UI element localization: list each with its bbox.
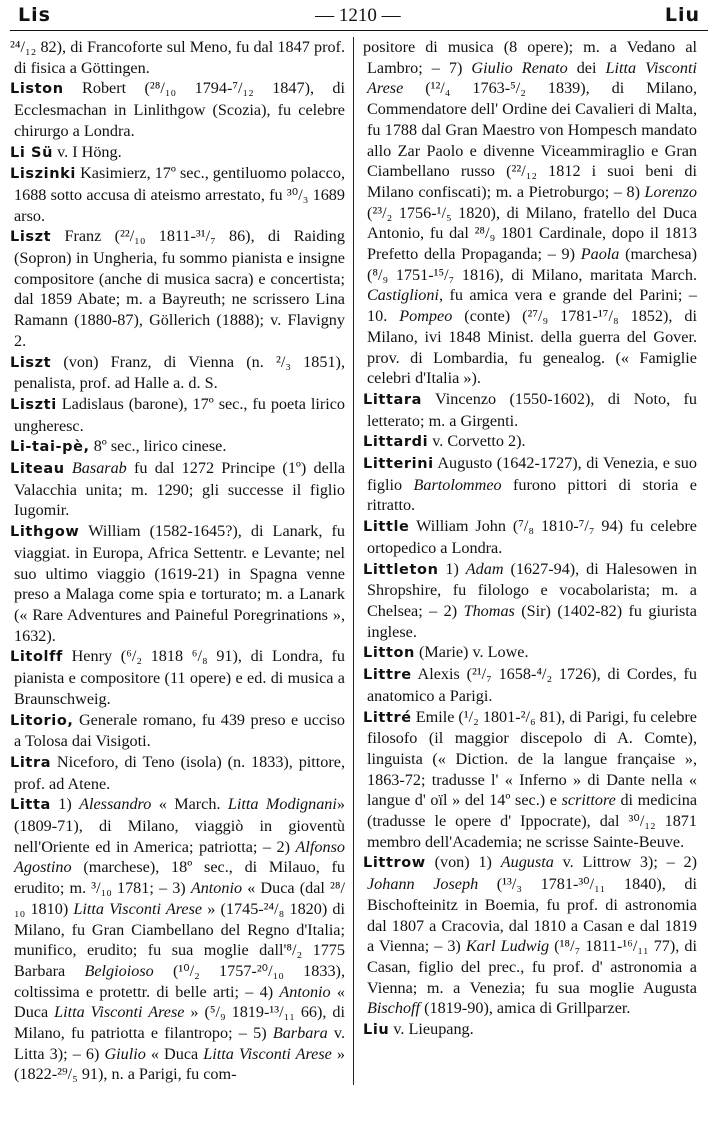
entry-text: Franz (²²/₁₀ 1811-³¹/₇ 86), di Raiding (Sopron) in Ungheria, fu sommo pianista e insigne compositore (anche di musica sacra) e concertista; dal 1859 Abate; m. a Bayreuth; ne scrissero Lina Ramann (1880-87), Göllerich (1888); v. Flavigny 2. (14, 227, 345, 350)
entry-headword: Liszinki (10, 166, 76, 183)
entry-text: (marchesa) (⁸/₉ 1751-¹⁵/₇ 1816), di Milano, maritata March. (367, 245, 697, 284)
dictionary-entry (10, 752, 345, 794)
entry-italic-text: Barbara (272, 1024, 328, 1043)
dictionary-entry (10, 794, 345, 1085)
entry-text: William (1582-1645?), di Lanark, fu viaggiat. in Europa, Africa Settentr. e Levante; nel suo ultimo viaggio (1619-21) in Spagna venne preso a Malaga come spia e torturato; m. a Lanark (« Rare Adventures and Paineful Poregrinations », 1632). (14, 522, 345, 645)
entry-text: v. Litta 3); – 6) (14, 1024, 345, 1063)
entry-headword: Litorio, (10, 712, 74, 729)
entry-italic-text: Thomas (463, 601, 515, 620)
entry-text: (marchese), 18º sec., di Milauo, fu erudito; m. ³/₁₀ 1781; – 3) (14, 858, 345, 898)
dictionary-entry (363, 1019, 697, 1041)
dictionary-entry (363, 431, 697, 453)
dictionary-entry (10, 163, 345, 226)
text-columns (10, 37, 708, 1085)
entry-italic-text: Alessandro (79, 795, 152, 814)
entry-text: Augusto (1642-1727), di Venezia, e suo figlio (367, 454, 697, 494)
dictionary-entry (10, 352, 345, 394)
entry-headword: Littré (363, 709, 412, 726)
entry-italic-text: Karl Ludwig (465, 937, 550, 956)
entry-headword: Litolff (10, 649, 63, 666)
entry-text: (¹³/₃ 1781-³⁰/₁₁ 1840), di Bischofteinitz in Boemia, fu prof. di astronomia dal 1807 a Cracovia, dal 1810 a Casan e dal 1819 a Vienna; – 3) (367, 875, 697, 956)
entry-italic-text: Antonio (190, 879, 243, 898)
entry-italic-text: Bischoff (367, 999, 421, 1018)
entry-headword: Liteau (10, 461, 65, 478)
entry-text: v. Corvetto 2). (428, 432, 526, 451)
entry-headword: Li Sü (10, 144, 54, 161)
dictionary-entry (363, 664, 697, 706)
entry-italic-text: Basarab (71, 459, 127, 478)
dictionary-entry (10, 78, 345, 141)
entry-text: dei (567, 58, 606, 77)
entry-text: Generale romano, fu 439 preso e ucciso a Tolosa dai Visigoti. (14, 710, 345, 751)
entry-text: (²³/₂ 1756-¹/₅ 1820), di Milano, fratello del Duca Antonio, fu dal ²⁸/₉ 1801 Cardinale, dopo il 1813 Prefetto della Propaganda; – 9) (367, 203, 697, 264)
entry-italic-text: Lorenzo (644, 182, 697, 201)
entry-italic-text: Adam (465, 559, 504, 578)
entry-text: v. I Höng. (53, 142, 122, 161)
dictionary-entry (10, 436, 345, 458)
entry-text: Robert (²⁸/₁₀ 1794-⁷/₁₂ 1847), di Ecclesmachan in Linlithgow (Scozia), fu celebre chirurgo a Londra. (14, 79, 345, 140)
entry-italic-text: Bartolommeo (413, 475, 502, 494)
dictionary-entry (10, 37, 345, 78)
entry-text: (von) 1) (425, 853, 501, 872)
dictionary-entry (363, 707, 697, 853)
entry-text: » (1745-²⁴/₈ 1820) di Milano, fu Gran Ciambellano del Regno d'Italia; munifico, erudito; fu sua moglie dall'⁸/₂ 1775 Barbara (14, 899, 345, 980)
entry-text: Niceforo, di Teno (isola) (n. 1833), pittore, prof. ad Atene. (14, 752, 345, 793)
entry-text: fu dal 1272 Principe (1º) della Valacchia unita; m. 1290; gli successe il figlio Iugomir. (14, 459, 345, 520)
entry-italic-text: Litta Visconti Arese (73, 899, 203, 918)
entry-italic-text: Johann Joseph (367, 875, 479, 894)
entry-text: (1627-94), di Halesowen in Shropshire, fu filologo e vocabolarista; m. a Chelsea; – 2) (367, 559, 698, 620)
entry-text (65, 459, 72, 477)
right-column (354, 37, 697, 1085)
entry-text: Alexis (²¹/₇ 1658-⁴/₂ 1726), di Cordes, fu anatomico a Parigi. (367, 665, 697, 705)
entry-text: « Duca (145, 1044, 204, 1063)
dictionary-entry (10, 394, 345, 436)
entry-text: 1) (50, 795, 80, 814)
entry-text: di medicina (tradusse le opere d' Ippocrate), dal ³⁰/₁₂ 1871 membro dell'Academia; ne scrisse Sainte-Beuve. (367, 791, 698, 851)
dictionary-entry (363, 37, 697, 389)
entry-text: ²⁴/₁₂ 82), di Francoforte sul Meno, fu dal 1847 prof. di fisica a Göttingen. (10, 38, 345, 77)
dictionary-entry (10, 458, 345, 521)
dictionary-entry (363, 516, 697, 558)
entry-headword: Little (363, 519, 410, 536)
dictionary-entry (363, 852, 697, 1019)
entry-headword: Litra (10, 754, 52, 771)
entry-text: (¹⁰/₂ 1757-²⁰/₁₀ 1833), coltissima e protettr. di belle arti; – 4) (14, 961, 345, 1001)
entry-text: Kasimierz, 17º sec., gentiluomo polacco, 1688 sotto accusa di ateismo arrestato, fu ³⁰/₃ 1689 arso. (14, 164, 345, 225)
entry-text: (conte) (²⁷/₉ 1781-¹⁷/₈ 1852), di Milano, ivi 1848 Minist. della guerra del Gover. prov. di Lombardia, fu genealog. (« Famiglie celebri d'Italia »). (367, 307, 698, 388)
dictionary-entry (10, 521, 345, 646)
dictionary-entry (10, 142, 345, 164)
entry-headword: Liszt (10, 229, 52, 246)
entry-italic-text: Litta Visconti Arese (54, 1003, 185, 1022)
entry-text: (1819-90), amica di Grillparzer. (420, 999, 631, 1018)
entry-text: « Duca (14, 982, 346, 1022)
entry-italic-text: Litta Visconti Arese (367, 58, 697, 98)
left-column (10, 37, 353, 1085)
entry-italic-text: Augusta (500, 853, 554, 872)
entry-italic-text: Castiglioni (367, 286, 439, 305)
page-header (10, 4, 708, 31)
entry-italic-text: scrittore (561, 791, 616, 810)
entry-text: Emile (¹/₂ 1801-²/₆ 81), di Parigi, fu celebre filosofo (il maggior discepolo di A. Comte), linguista (« Diction. de la langue française », 1863-72; tradusse l' « Inferno » di Dante nella « langue d' oïl » del 14º sec.) e (367, 707, 697, 810)
entry-italic-text: Belgioioso (84, 961, 154, 980)
entry-headword: Liszti (10, 396, 57, 413)
entry-text: v. Littrow 3); – 2) (553, 853, 698, 872)
dictionary-entry (10, 646, 345, 709)
entry-headword: Liu (363, 1022, 390, 1039)
entry-headword: Littleton (363, 561, 439, 578)
entry-italic-text: Paola (580, 245, 620, 264)
entry-headword: Litta (10, 797, 51, 814)
dictionary-entry (363, 642, 697, 664)
entry-italic-text: Antonio (279, 982, 331, 1001)
dictionary-entry (10, 710, 345, 752)
entry-text: » (1822-²⁹/₅ 91), n. a Parigi, fu com- (14, 1044, 346, 1084)
entry-headword: Littre (363, 667, 412, 684)
dictionary-entry (10, 226, 345, 351)
entry-text: Henry (⁶/₂ 1818 ⁶/₈ 91), di Londra, fu pianista e compositore (11 opere) e ed. di musica a Braunschweig. (14, 647, 345, 708)
entry-headword: Lithgow (10, 524, 80, 541)
entry-text: 1) (438, 559, 466, 578)
header-left-word: Lis (18, 4, 51, 26)
entry-headword: Littrow (363, 855, 426, 872)
entry-italic-text: Giulio Renato (471, 58, 568, 77)
entry-headword: Litton (363, 645, 415, 662)
entry-text: (Sir) (1402-82) fu giurista inglese. (367, 601, 697, 641)
entry-text: « Duca (dal ²⁸/₁₀ 1810) (14, 879, 345, 918)
entry-text: » (⁵/₉ 1819-¹³/₁₁ 66), di Milano, fu patriotta e filantropo; – 5) (14, 1003, 345, 1043)
entry-text: (¹²/₄ 1763-⁵/₂ 1839), di Milano, Commendatore dell' Ordine dei Cavalieri di Malta, fu 1788 dal Gran Maestro von Hompesch mandato allo Zar Paolo e divenne Viceammiraglio e Gran Ciambellano russo (²²/₁₂ 1812 i suoi beni di Milano confiscati); m. a Pietroburgo; – 8) (367, 79, 697, 201)
entry-text: v. Lieupang. (389, 1020, 474, 1039)
entry-text: (von) Franz, di Vienna (n. ²/₃ 1851), penalista, prof. ad Halle a. d. S. (14, 352, 345, 393)
entry-text: (¹⁸/₇ 1811-¹⁶/₁₁ 77), di Casan, figlio del prec., fu prof. d' astronomia a Vienna; m. a Venezia; fu sua moglie Augusta (367, 937, 697, 997)
entry-text: positore di musica (8 opere); m. a Vedano al Lambro; – 7) (363, 38, 697, 77)
entry-italic-text: Litta Visconti Arese (203, 1044, 332, 1063)
entry-headword: Liszt (10, 354, 52, 371)
entry-italic-text: Giulio (104, 1044, 146, 1063)
dictionary-entry (363, 389, 697, 431)
header-right-word: Liu (664, 4, 700, 26)
entry-headword: Littardi (363, 434, 429, 451)
entry-text: Vincenzo (1550-1602), di Noto, fu letterato; m. a Girgenti. (367, 389, 697, 430)
entry-text: 8º sec., lirico cinese. (89, 437, 227, 456)
entry-text: Ladislaus (barone), 17º sec., fu poeta lirico ungheresc. (14, 394, 345, 435)
entry-headword: Liston (10, 81, 64, 98)
entry-headword: Litterini (363, 456, 434, 473)
entry-text: William John (⁷/₈ 1810-⁷/₇ 94) fu celebre ortopedico a Londra. (367, 517, 697, 557)
entry-italic-text: Alfonso Agostino (14, 837, 345, 877)
dictionary-entry (363, 559, 697, 643)
entry-italic-text: Litta Modignani (227, 795, 337, 814)
entry-text: furono pittori di storia e ritratto. (367, 475, 697, 515)
entry-text: , fu amica vera e grande del Parini; – 10. (367, 286, 697, 326)
dictionary-entry (363, 453, 697, 516)
entry-text: « March. (151, 795, 228, 814)
page-number: — 1210 — (315, 5, 401, 26)
entry-headword: Littara (363, 391, 422, 408)
entry-text: (Marie) v. Lowe. (414, 643, 529, 662)
entry-headword: Li-tai-pè, (10, 439, 90, 456)
entry-italic-text: Pompeo (399, 307, 453, 326)
entry-text: » (1809-71), di Milano, viaggiò in gioventù nell'Oriente ed in America; patriotta; – 2) (14, 795, 345, 856)
